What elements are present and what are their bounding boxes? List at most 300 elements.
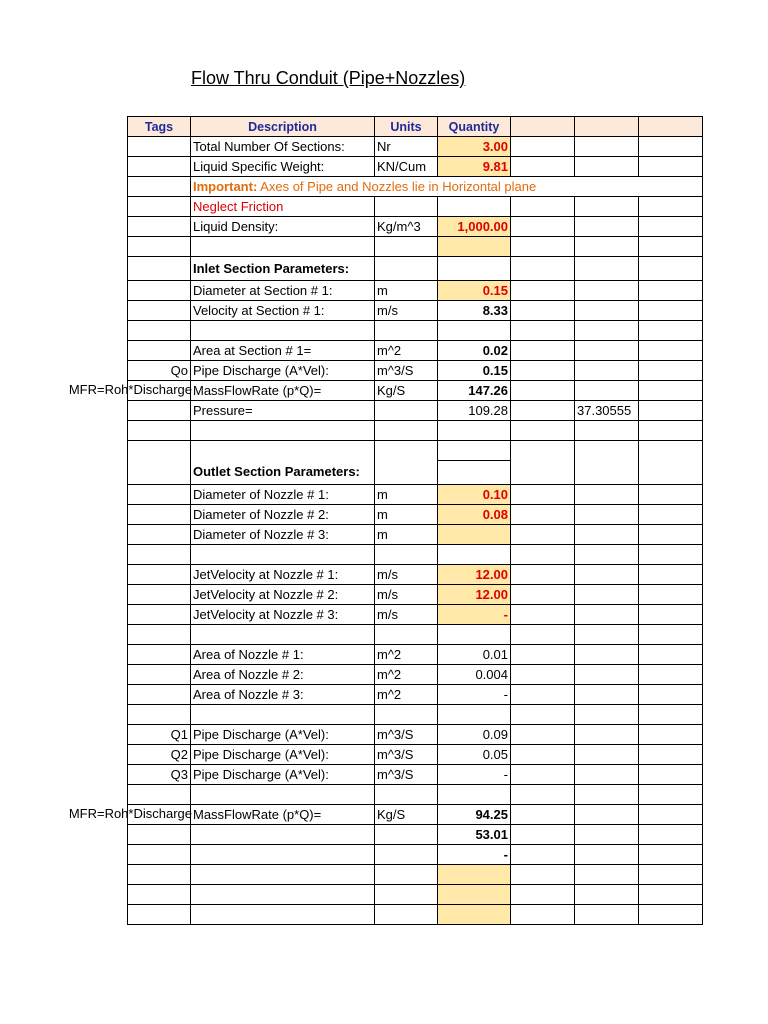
description-cell[interactable] (191, 625, 375, 645)
table-row (128, 645, 703, 665)
cell[interactable] (639, 281, 703, 301)
cell[interactable] (575, 685, 639, 705)
unit-cell[interactable] (375, 845, 438, 865)
cell[interactable] (575, 885, 639, 905)
unit-cell[interactable] (375, 421, 438, 441)
description-cell[interactable] (191, 845, 375, 865)
unit-cell[interactable]: m/s (375, 605, 438, 625)
quantity-cell[interactable]: 3.00 (438, 137, 511, 157)
description-cell[interactable]: JetVelocity at Nozzle # 3: (191, 605, 375, 625)
cell[interactable] (575, 865, 639, 885)
unit-cell[interactable]: Kg/S (375, 381, 438, 401)
quantity-cell[interactable] (438, 461, 511, 485)
unit-cell[interactable]: m^3/S (375, 745, 438, 765)
tag-cell[interactable] (128, 645, 191, 665)
quantity-cell[interactable] (438, 525, 511, 545)
cell[interactable] (128, 177, 191, 197)
tag-cell[interactable] (128, 565, 191, 585)
tag-cell[interactable]: Q3 (128, 765, 191, 785)
description-cell[interactable] (191, 905, 375, 925)
quantity-cell[interactable] (438, 625, 511, 645)
cell[interactable] (575, 665, 639, 685)
description-cell[interactable]: Area of Nozzle # 1: (191, 645, 375, 665)
cell[interactable] (639, 605, 703, 625)
table-row (128, 217, 703, 237)
unit-cell[interactable] (375, 461, 438, 485)
important-label: Important: (193, 178, 258, 194)
unit-cell[interactable]: m^3/S (375, 361, 438, 381)
unit-cell[interactable] (375, 865, 438, 885)
description-cell[interactable] (191, 421, 375, 441)
cell[interactable] (639, 805, 703, 825)
cell[interactable] (639, 845, 703, 865)
tag-cell[interactable] (128, 157, 191, 177)
unit-cell[interactable] (375, 785, 438, 805)
quantity-cell[interactable]: - (438, 765, 511, 785)
quantity-cell[interactable] (438, 865, 511, 885)
cell[interactable] (511, 645, 575, 665)
tag-cell[interactable] (128, 885, 191, 905)
cell[interactable] (575, 785, 639, 805)
tag-cell[interactable] (128, 197, 191, 217)
unit-cell[interactable]: m/s (375, 565, 438, 585)
unit-cell[interactable]: m (375, 281, 438, 301)
unit-cell[interactable]: m (375, 505, 438, 525)
unit-cell[interactable]: KN/Cum (375, 157, 438, 177)
quantity-cell[interactable]: 0.15 (438, 281, 511, 301)
quantity-cell[interactable]: - (438, 605, 511, 625)
header-quantity: Quantity (438, 117, 511, 137)
description-cell[interactable] (191, 321, 375, 341)
cell[interactable] (575, 905, 639, 925)
cell[interactable] (511, 257, 575, 281)
quantity-cell[interactable] (438, 905, 511, 925)
table-row (128, 585, 703, 605)
cell[interactable] (639, 301, 703, 321)
description-cell[interactable]: JetVelocity at Nozzle # 1: (191, 565, 375, 585)
tag-cell[interactable] (128, 421, 191, 441)
cell[interactable] (511, 905, 575, 925)
unit-cell[interactable] (375, 441, 438, 461)
tag-cell[interactable] (128, 585, 191, 605)
table-row (128, 461, 703, 485)
quantity-cell[interactable]: 0.004 (438, 665, 511, 685)
unit-cell[interactable] (375, 705, 438, 725)
tag-cell[interactable] (128, 257, 191, 281)
cell[interactable] (511, 461, 575, 485)
cell[interactable] (511, 685, 575, 705)
tag-cell[interactable] (128, 705, 191, 725)
quantity-cell[interactable]: - (438, 685, 511, 705)
cell[interactable] (575, 137, 639, 157)
unit-cell[interactable] (375, 197, 438, 217)
cell[interactable] (511, 281, 575, 301)
quantity-cell[interactable]: 0.10 (438, 485, 511, 505)
table-row (128, 665, 703, 685)
cell[interactable] (511, 545, 575, 565)
cell[interactable] (511, 725, 575, 745)
table-row (128, 301, 703, 321)
tag-cell[interactable] (128, 905, 191, 925)
tag-cell[interactable] (128, 281, 191, 301)
important-note[interactable] (191, 177, 703, 197)
unit-cell[interactable] (375, 257, 438, 281)
description-cell[interactable]: Diameter at Section # 1: (191, 281, 375, 301)
unit-cell[interactable]: m^3/S (375, 765, 438, 785)
description-cell[interactable]: Liquid Density: (191, 217, 375, 237)
table-row (128, 341, 703, 361)
table-row (128, 237, 703, 257)
description-cell[interactable]: Diameter of Nozzle # 2: (191, 505, 375, 525)
cell[interactable] (575, 461, 639, 485)
unit-cell[interactable] (375, 321, 438, 341)
header-units: Units (375, 117, 438, 137)
description-cell[interactable] (191, 865, 375, 885)
header-cell (575, 117, 639, 137)
cell[interactable] (511, 885, 575, 905)
unit-cell[interactable]: m^3/S (375, 725, 438, 745)
tag-cell[interactable]: Q2 (128, 745, 191, 765)
tag-cell[interactable] (128, 825, 191, 845)
description-cell[interactable]: Pressure= (191, 401, 375, 421)
cell[interactable] (575, 157, 639, 177)
cell[interactable] (639, 665, 703, 685)
description-cell[interactable]: Area at Section # 1= (191, 341, 375, 361)
unit-cell[interactable]: m (375, 485, 438, 505)
description-cell[interactable]: Pipe Discharge (A*Vel): (191, 361, 375, 381)
cell[interactable] (639, 585, 703, 605)
cell[interactable] (575, 525, 639, 545)
quantity-cell[interactable]: 0.15 (438, 361, 511, 381)
quantity-cell[interactable] (438, 197, 511, 217)
cell[interactable] (639, 565, 703, 585)
cell[interactable] (511, 341, 575, 361)
cell[interactable] (639, 341, 703, 361)
unit-cell[interactable]: m^2 (375, 645, 438, 665)
description-cell[interactable] (191, 545, 375, 565)
tag-cell[interactable] (128, 401, 191, 421)
cell[interactable] (639, 885, 703, 905)
tag-cell[interactable] (128, 605, 191, 625)
cell[interactable] (639, 685, 703, 705)
cell[interactable] (511, 197, 575, 217)
cell[interactable] (639, 705, 703, 725)
unit-cell[interactable]: m^2 (375, 341, 438, 361)
unit-cell[interactable] (375, 401, 438, 421)
description-cell[interactable]: Area of Nozzle # 2: (191, 665, 375, 685)
table-row (128, 137, 703, 157)
unit-cell[interactable]: m (375, 525, 438, 545)
table-row (128, 257, 703, 281)
table-row (128, 421, 703, 441)
tag-cell[interactable] (68, 381, 192, 401)
cell[interactable] (639, 237, 703, 257)
description-cell[interactable]: Velocity at Section # 1: (191, 301, 375, 321)
cell[interactable] (639, 421, 703, 441)
cell[interactable] (575, 565, 639, 585)
neglect-friction-note[interactable]: Neglect Friction (191, 197, 375, 217)
table-row (128, 905, 703, 925)
cell[interactable] (575, 825, 639, 845)
tag-cell[interactable] (128, 545, 191, 565)
tag-cell[interactable] (128, 865, 191, 885)
quantity-cell[interactable]: 0.02 (438, 341, 511, 361)
unit-cell[interactable] (375, 825, 438, 845)
unit-cell[interactable]: Kg/m^3 (375, 217, 438, 237)
cell[interactable] (639, 401, 703, 421)
cell[interactable] (575, 197, 639, 217)
cell[interactable] (639, 725, 703, 745)
description-cell[interactable]: Diameter of Nozzle # 3: (191, 525, 375, 545)
cell[interactable] (511, 825, 575, 845)
description-cell[interactable] (191, 237, 375, 257)
cell[interactable] (575, 505, 639, 525)
description-cell[interactable] (191, 785, 375, 805)
quantity-cell[interactable]: 9.81 (438, 157, 511, 177)
cell[interactable] (511, 865, 575, 885)
cell[interactable] (639, 361, 703, 381)
description-cell[interactable]: Pipe Discharge (A*Vel): (191, 725, 375, 745)
quantity-cell[interactable]: - (438, 845, 511, 865)
cell[interactable] (511, 585, 575, 605)
cell[interactable] (511, 665, 575, 685)
cell[interactable] (511, 625, 575, 645)
cell[interactable] (511, 217, 575, 237)
cell[interactable] (639, 645, 703, 665)
quantity-cell[interactable] (438, 545, 511, 565)
page-title: Flow Thru Conduit (Pipe+Nozzles) (191, 68, 466, 88)
unit-cell[interactable]: Kg/S (375, 805, 438, 825)
cell[interactable] (575, 381, 639, 401)
description-cell[interactable]: Diameter of Nozzle # 1: (191, 485, 375, 505)
unit-cell[interactable] (375, 545, 438, 565)
cell[interactable] (511, 381, 575, 401)
cell[interactable] (575, 585, 639, 605)
description-cell[interactable]: Pipe Discharge (A*Vel): (191, 765, 375, 785)
tag-cell[interactable] (128, 341, 191, 361)
description-cell[interactable] (191, 885, 375, 905)
spreadsheet-table (68, 116, 703, 925)
quantity-cell[interactable] (438, 441, 511, 461)
cell[interactable] (511, 785, 575, 805)
cell[interactable] (575, 281, 639, 301)
table-row (128, 485, 703, 505)
outlet-section-heading[interactable]: Outlet Section Parameters: (191, 461, 375, 485)
tag-cell[interactable] (128, 625, 191, 645)
cell[interactable] (511, 485, 575, 505)
cell[interactable] (639, 765, 703, 785)
tag-cell[interactable] (128, 301, 191, 321)
tag-cell[interactable] (128, 217, 191, 237)
cell[interactable] (511, 705, 575, 725)
description-cell[interactable]: MassFlowRate (p*Q)= (191, 381, 375, 401)
cell[interactable] (575, 341, 639, 361)
tag-cell[interactable] (128, 237, 191, 257)
table-row (128, 157, 703, 177)
table-row (128, 885, 703, 905)
cell[interactable] (575, 441, 639, 461)
cell[interactable] (575, 705, 639, 725)
quantity-cell[interactable] (438, 885, 511, 905)
table-row (128, 825, 703, 845)
table-row (128, 765, 703, 785)
cell[interactable] (639, 461, 703, 485)
unit-cell[interactable]: m^2 (375, 685, 438, 705)
unit-cell[interactable] (375, 625, 438, 645)
cell[interactable] (639, 785, 703, 805)
cell[interactable] (575, 845, 639, 865)
cell[interactable] (511, 321, 575, 341)
cell[interactable] (575, 545, 639, 565)
cell[interactable] (639, 905, 703, 925)
tag-cell[interactable] (128, 321, 191, 341)
mfr-tag: MFR=Roh*Discharge (68, 806, 192, 821)
cell[interactable] (511, 745, 575, 765)
tag-cell[interactable] (128, 785, 191, 805)
tag-cell[interactable]: Q1 (128, 725, 191, 745)
cell[interactable] (639, 625, 703, 645)
unit-cell[interactable] (375, 905, 438, 925)
unit-cell[interactable] (375, 885, 438, 905)
quantity-cell[interactable]: 0.08 (438, 505, 511, 525)
cell[interactable] (511, 421, 575, 441)
cell[interactable] (575, 361, 639, 381)
quantity-cell[interactable] (438, 421, 511, 441)
quantity-cell[interactable]: 0.05 (438, 745, 511, 765)
cell[interactable] (511, 401, 575, 421)
quantity-cell[interactable] (438, 237, 511, 257)
inlet-section-heading[interactable]: Inlet Section Parameters: (191, 257, 375, 281)
quantity-cell[interactable]: 53.01 (438, 825, 511, 845)
pressure-extra-cell[interactable]: 37.30555 (575, 401, 639, 421)
cell[interactable] (639, 545, 703, 565)
cell[interactable] (575, 765, 639, 785)
quantity-cell[interactable]: 147.26 (438, 381, 511, 401)
cell[interactable] (639, 485, 703, 505)
description-cell[interactable]: Total Number Of Sections: (191, 137, 375, 157)
cell[interactable] (575, 237, 639, 257)
quantity-cell[interactable]: 0.09 (438, 725, 511, 745)
cell[interactable] (575, 421, 639, 441)
cell[interactable] (511, 525, 575, 545)
cell[interactable] (511, 765, 575, 785)
tag-cell[interactable] (128, 137, 191, 157)
cell[interactable] (511, 157, 575, 177)
cell[interactable] (511, 441, 575, 461)
quantity-cell[interactable]: 0.01 (438, 645, 511, 665)
cell[interactable] (575, 217, 639, 237)
table-row (128, 525, 703, 545)
cell[interactable] (511, 361, 575, 381)
cell[interactable] (639, 825, 703, 845)
description-cell[interactable] (191, 705, 375, 725)
tag-cell[interactable]: Qo (128, 361, 191, 381)
cell[interactable] (639, 197, 703, 217)
tag-cell[interactable] (128, 525, 191, 545)
description-cell[interactable]: Area of Nozzle # 3: (191, 685, 375, 705)
quantity-cell[interactable] (438, 705, 511, 725)
cell[interactable] (575, 745, 639, 765)
quantity-cell[interactable]: 12.00 (438, 585, 511, 605)
cell[interactable] (575, 805, 639, 825)
table-row (128, 441, 703, 461)
cell[interactable] (575, 321, 639, 341)
unit-cell[interactable]: m/s (375, 301, 438, 321)
tag-cell[interactable] (128, 505, 191, 525)
cell[interactable] (511, 237, 575, 257)
cell[interactable] (511, 137, 575, 157)
description-cell[interactable]: MassFlowRate (p*Q)= (191, 805, 375, 825)
quantity-cell[interactable]: 94.25 (438, 805, 511, 825)
description-cell[interactable] (191, 441, 375, 461)
cell[interactable] (511, 505, 575, 525)
cell[interactable] (575, 605, 639, 625)
quantity-cell[interactable] (438, 785, 511, 805)
tag-cell[interactable] (128, 845, 191, 865)
description-cell[interactable]: Liquid Specific Weight: (191, 157, 375, 177)
table-row (128, 545, 703, 565)
quantity-cell[interactable] (438, 321, 511, 341)
table-row (128, 565, 703, 585)
quantity-cell[interactable]: 8.33 (438, 301, 511, 321)
unit-cell[interactable] (375, 237, 438, 257)
table-row (128, 725, 703, 745)
tag-cell[interactable] (128, 461, 191, 485)
cell[interactable] (511, 845, 575, 865)
cell[interactable] (639, 745, 703, 765)
description-cell[interactable] (191, 825, 375, 845)
quantity-cell[interactable]: 12.00 (438, 565, 511, 585)
cell[interactable] (639, 381, 703, 401)
cell[interactable] (639, 505, 703, 525)
table-row (128, 865, 703, 885)
cell[interactable] (639, 441, 703, 461)
tag-cell[interactable] (128, 441, 191, 461)
cell[interactable] (511, 605, 575, 625)
quantity-cell[interactable]: 109.28 (438, 401, 511, 421)
cell[interactable] (511, 805, 575, 825)
header-cell (511, 117, 575, 137)
quantity-cell[interactable]: 1,000.00 (438, 217, 511, 237)
cell[interactable] (639, 525, 703, 545)
cell[interactable] (575, 645, 639, 665)
unit-cell[interactable]: m^2 (375, 665, 438, 685)
cell[interactable] (575, 257, 639, 281)
cell[interactable] (575, 725, 639, 745)
cell[interactable] (511, 301, 575, 321)
cell[interactable] (639, 217, 703, 237)
cell[interactable] (575, 301, 639, 321)
cell[interactable] (639, 157, 703, 177)
description-cell[interactable]: JetVelocity at Nozzle # 2: (191, 585, 375, 605)
cell[interactable] (639, 257, 703, 281)
tag-cell[interactable] (128, 685, 191, 705)
quantity-cell[interactable] (438, 257, 511, 281)
description-cell[interactable]: Pipe Discharge (A*Vel): (191, 745, 375, 765)
cell[interactable] (639, 321, 703, 341)
cell[interactable] (639, 865, 703, 885)
unit-cell[interactable]: m/s (375, 585, 438, 605)
unit-cell[interactable]: Nr (375, 137, 438, 157)
tag-cell[interactable] (128, 485, 191, 505)
table-row (128, 281, 703, 301)
tag-cell[interactable] (128, 665, 191, 685)
cell[interactable] (575, 485, 639, 505)
cell[interactable] (639, 137, 703, 157)
cell[interactable] (511, 565, 575, 585)
cell[interactable] (575, 625, 639, 645)
tag-cell[interactable] (68, 805, 192, 825)
